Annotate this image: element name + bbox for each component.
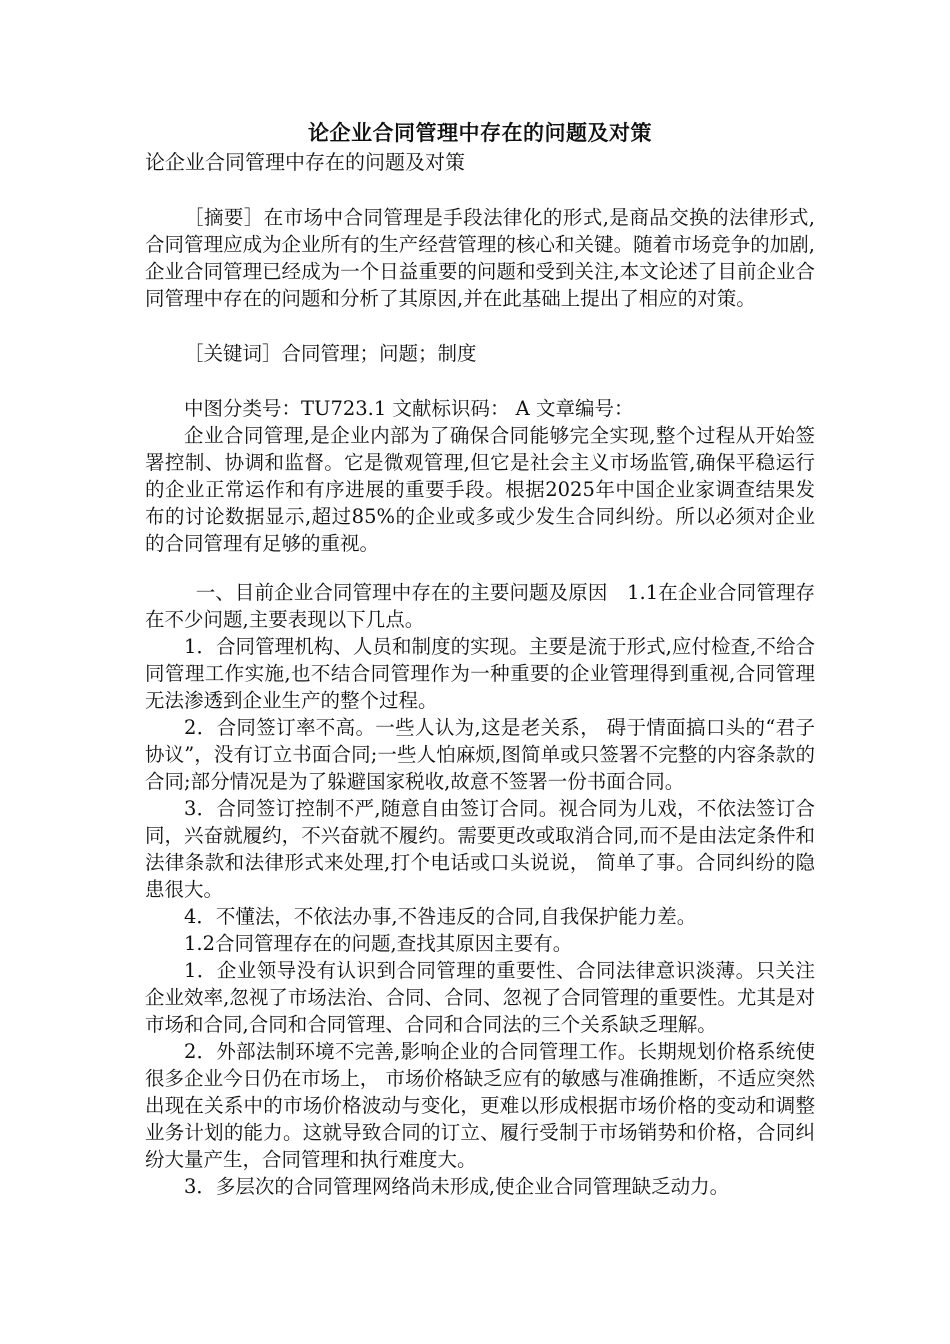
list-item: 2．外部法制环境不完善,影响企业的合同管理工作。长期规划价格系统使很多企业今日仍在市场上， 市场价格缺乏应有的敏感与准确推断，不适应突然出现在关系中的市场价格波动与变化，更难以形成根据市场价格的变动和调整业务计划的能力。这就导致合同的订立、履行受制于市场销势和价格，合同纠纷大量产生，合同管理和执行难度大。	[145, 1040, 815, 1171]
list-item: 2．合同签订率不高。一些人认为,这是老关系， 碍于情面搞口头的“君子协议”，没有订立书面合同;一些人怕麻烦,图简单或只签署不完整的内容条款的合同;部分情况是为了躲避国家税收,故意不签署一份书面合同。	[145, 716, 815, 793]
document-page	[145, 118, 815, 1200]
abstract-paragraph: ［摘要］在市场中合同管理是手段法律化的形式,是商品交换的法律形式,合同管理应成为企业所有的生产经营管理的核心和关键。随着市场竞争的加剧,企业合同管理已经成为一个日益重要的问题和受到关注,本文论述了目前企业合同管理中存在的问题和分析了其原因,并在此基础上提出了相应的对策。	[145, 206, 815, 310]
keywords-paragraph: ［关键词］合同管理；问题；制度	[184, 342, 477, 365]
classification-line: 中图分类号：TU723.1 文献标识码： A 文章编号：	[184, 397, 634, 420]
spacer	[145, 312, 815, 340]
spacer	[145, 557, 815, 579]
section-heading-1: 一、目前企业合同管理中存在的主要问题及原因 1.1在企业合同管理存在不少问题,主要表现以下几点。	[145, 581, 815, 631]
spacer	[145, 176, 815, 204]
list-item: 4．不懂法，不依法办事,不咎违反的合同,自我保护能力差。	[184, 905, 697, 928]
document-subtitle: 论企业合同管理中存在的问题及对策	[145, 150, 465, 174]
list-item: 3．多层次的合同管理网络尚未形成,使企业合同管理缺乏动力。	[184, 1175, 730, 1198]
document-title: 论企业合同管理中存在的问题及对策	[308, 120, 652, 145]
list-item: 1．合同管理机构、人员和制度的实现。主要是流于形式,应付检查,不给合同管理工作实施,也不结合同管理作为一种重要的企业管理得到重视,合同管理无法渗透到企业生产的整个过程。	[145, 635, 815, 712]
section-heading-1-2: 1.2合同管理存在的问题,查找其原因主要有。	[184, 932, 573, 955]
list-item: 3．合同签订控制不严,随意自由签订合同。视合同为儿戏，不依法签订合同，兴奋就履约，不兴奋就不履约。需要更改或取消合同,而不是由法定条件和法律条款和法律形式来处理,打个电话或口头说说， 简单了事。合同纠纷的隐患很大。	[145, 797, 815, 901]
intro-paragraph: 企业合同管理,是企业内部为了确保合同能够完全实现,整个过程从开始签署控制、协调和监督。它是微观管理,但它是社会主义市场监管,确保平稳运行的企业正常运作和有序进展的重要手段。根据2025年中国企业家调查结果发布的讨论数据显示,超过85%的企业或多或少发生合同纠纷。所以必须对企业的合同管理有足够的重视。	[145, 424, 815, 555]
spacer	[145, 367, 815, 395]
list-item: 1．企业领导没有认识到合同管理的重要性、合同法律意识淡薄。只关注企业效率,忽视了市场法治、合同、合同、忽视了合同管理的重要性。尤其是对市场和合同,合同和合同管理、合同和合同法的三个关系缺乏理解。	[145, 959, 815, 1036]
